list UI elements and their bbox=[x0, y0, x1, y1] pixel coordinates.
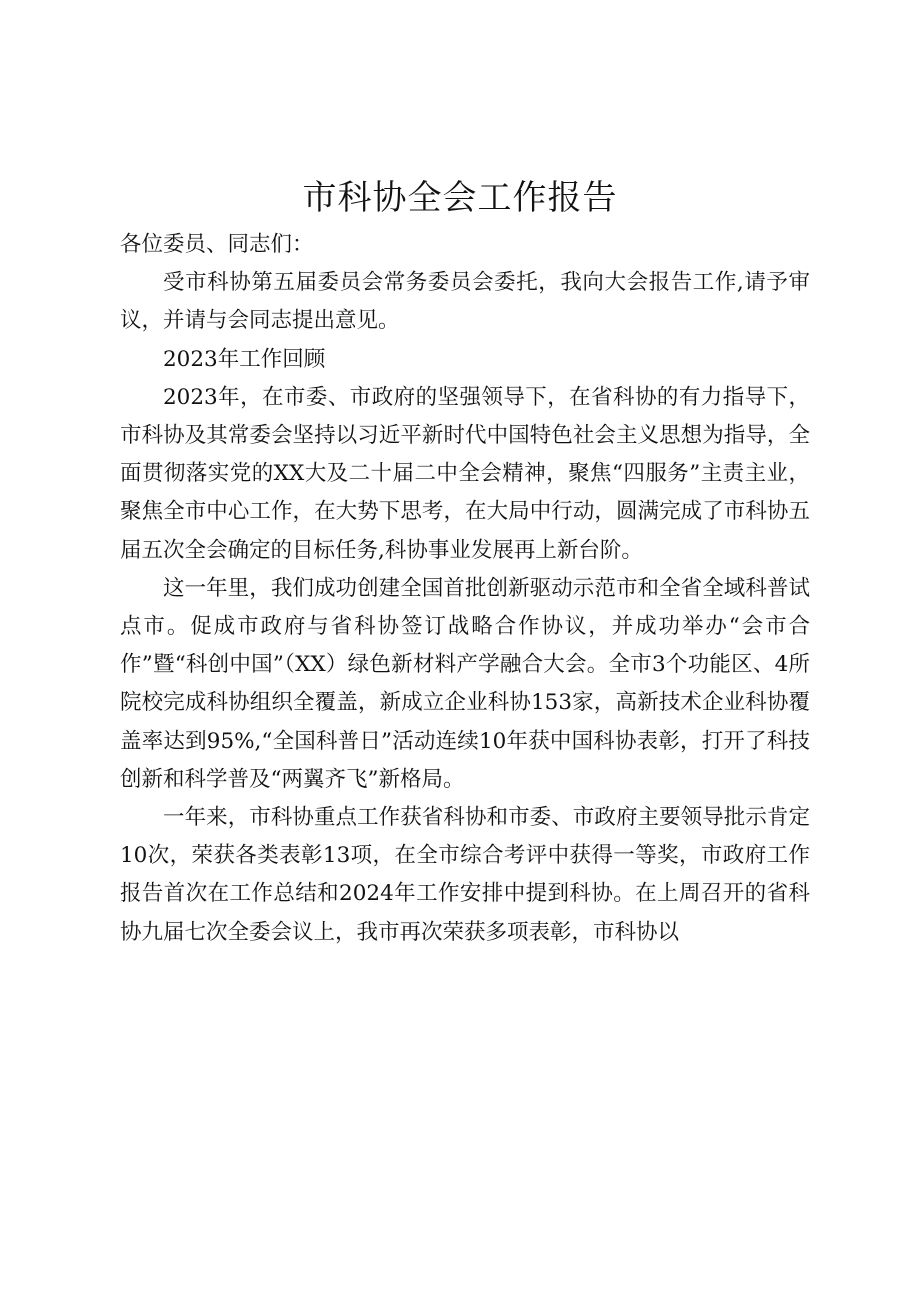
paragraph-intro: 受市科协第五届委员会常务委员会委托，我向大会报告工作,请予审议，并请与会同志提出意见。 bbox=[120, 270, 810, 334]
document-body bbox=[120, 226, 810, 952]
paragraph-overview: 2023年，在市委、市政府的坚强领导下，在省科协的有力指导下，市科协及其常委会坚持以习近平新时代中国特色社会主义思想为指导，全面贯彻落实党的XX大及二十届二中全会精神，聚焦“四服务”主责主业，聚焦全市中心工作，在大势下思考，在大局中行动，圆满完成了市科协五届五次全会确定的目标任务,科协事业发展再上新台阶。 bbox=[120, 384, 810, 563]
paragraph-achievements: 这一年里，我们成功创建全国首批创新驱动示范市和全省全域科普试点市。促成市政府与省科协签订战略合作协议，并成功举办“会市合作”暨“科创中国”（XX）绿色新材料产学融合大会。全市3个功能区、4所院校完成科协组织全覆盖，新成立企业科协153家，高新技术企业科协覆盖率达到95%,“全国科普日”活动连续10年获中国科协表彰，打开了科技创新和科学普及“两翼齐飞”新格局。 bbox=[120, 575, 810, 792]
document-title: 市科协全会工作报告 bbox=[302, 178, 618, 218]
section-heading: 2023年工作回顾 bbox=[163, 346, 326, 372]
salutation: 各位委员、同志们： bbox=[120, 232, 314, 257]
paragraph-recognition: 一年来，市科协重点工作获省科协和市委、市政府主要领导批示肯定10次，荣获各类表彰13项，在全市综合考评中获得一等奖，市政府工作报告首次在工作总结和2024年工作安排中提到科协。在上周召开的省科协九届七次全委会议上，我市再次荣获多项表彰，市科协以 bbox=[120, 805, 810, 945]
